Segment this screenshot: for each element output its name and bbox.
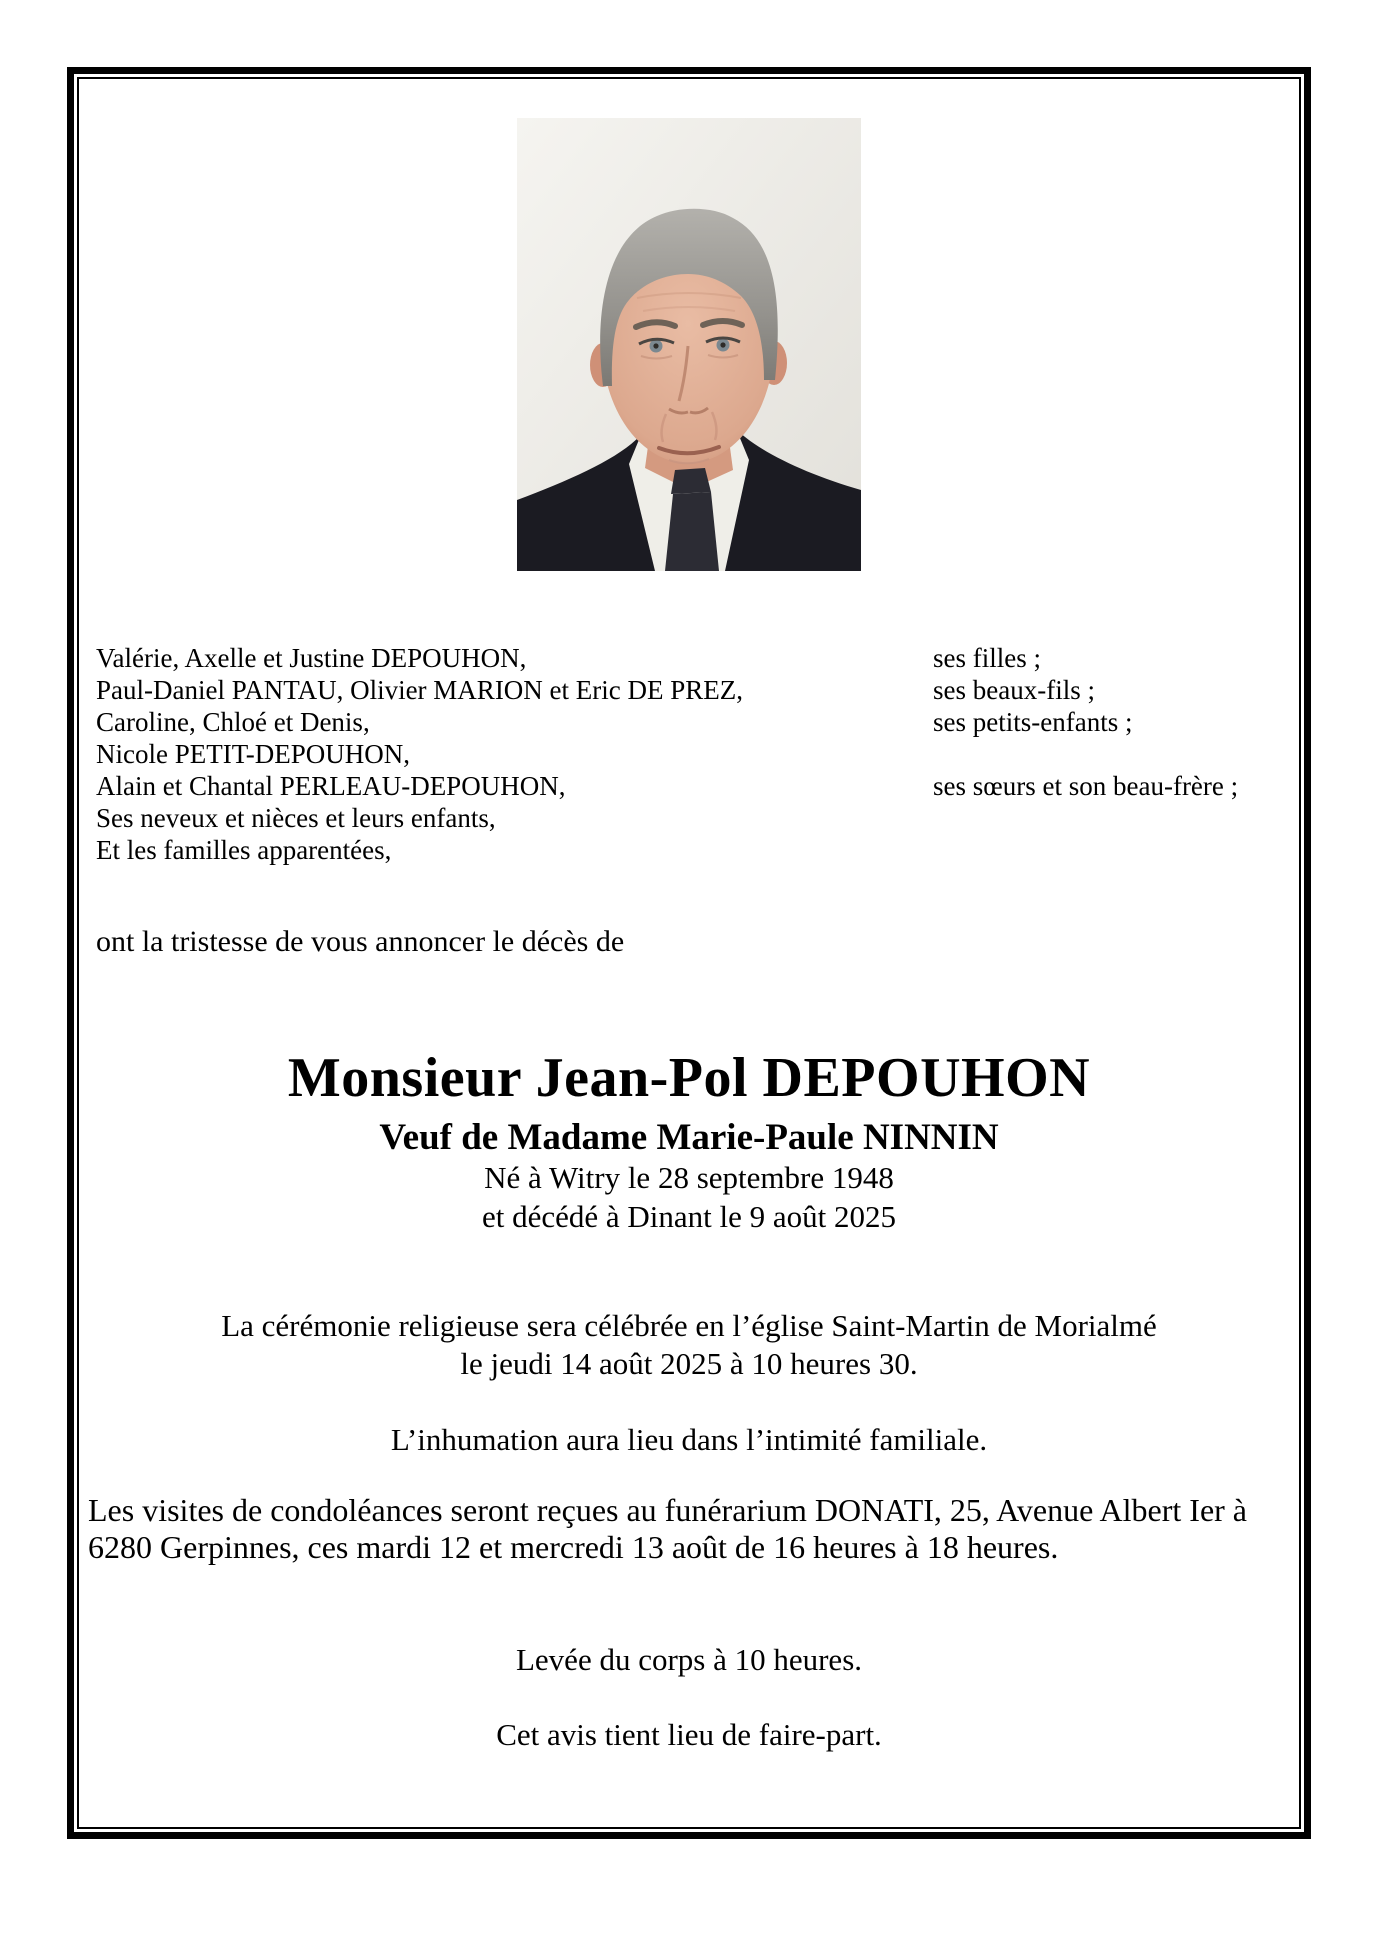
ceremony-line-1: La cérémonie religieuse sera célébrée en l’église Saint-Martin de Morialmé (221, 1308, 1157, 1343)
family-relation: ses sœurs et son beau-frère ; (933, 771, 1239, 801)
visits-line-1: Les visites de condoléances seront reçues au funérarium DONATI, 25, Avenue Albert Ier à (88, 1492, 1247, 1528)
family-relation: ses filles ; (933, 643, 1041, 673)
family-list (96, 642, 1286, 866)
visits-line-2: 6280 Gerpinnes, ces mardi 12 et mercredi 13 août de 16 heures à 18 heures. (88, 1529, 1059, 1565)
family-row (96, 674, 1286, 706)
family-names: Nicole PETIT-DEPOUHON, (96, 739, 410, 769)
family-names: Caroline, Chloé et Denis, (96, 707, 370, 737)
portrait-photo-icon (517, 118, 861, 571)
family-relation: ses petits-enfants ; (933, 707, 1133, 737)
birth-line: Né à Witry le 28 septembre 1948 (484, 1160, 894, 1195)
family-names: Ses neveux et nièces et leurs enfants, (96, 803, 496, 833)
family-names: Et les familles apparentées, (96, 835, 392, 865)
deceased-name-title: Monsieur Jean-Pol DEPOUHON (287, 1047, 1091, 1109)
ceremony-line-2: le jeudi 14 août 2025 à 10 heures 30. (460, 1346, 918, 1381)
family-row (96, 834, 1286, 866)
death-line: et décédé à Dinant le 9 août 2025 (481, 1199, 897, 1234)
family-relation: ses beaux-fils ; (933, 675, 1095, 705)
family-names: Paul-Daniel PANTAU, Olivier MARION et Eric DE PREZ, (96, 675, 744, 705)
family-names: Valérie, Axelle et Justine DEPOUHON, (96, 643, 527, 673)
family-row (96, 802, 1286, 834)
family-row (96, 738, 1286, 770)
family-row (96, 706, 1286, 738)
portrait-photo (517, 118, 861, 571)
notice-line: Cet avis tient lieu de faire-part. (496, 1717, 882, 1752)
levee-line: Levée du corps à 10 heures. (515, 1642, 863, 1677)
inhumation-line: L’inhumation aura lieu dans l’intimité familiale. (390, 1422, 988, 1457)
visits-paragraph (88, 1492, 1303, 1566)
announcement-line: ont la tristesse de vous annoncer le décès de (96, 925, 625, 958)
family-row (96, 642, 1286, 674)
family-row (96, 770, 1286, 802)
deceased-subtitle: Veuf de Madame Marie-Paule NINNIN (379, 1117, 999, 1158)
family-names: Alain et Chantal PERLEAU-DEPOUHON, (96, 771, 566, 801)
